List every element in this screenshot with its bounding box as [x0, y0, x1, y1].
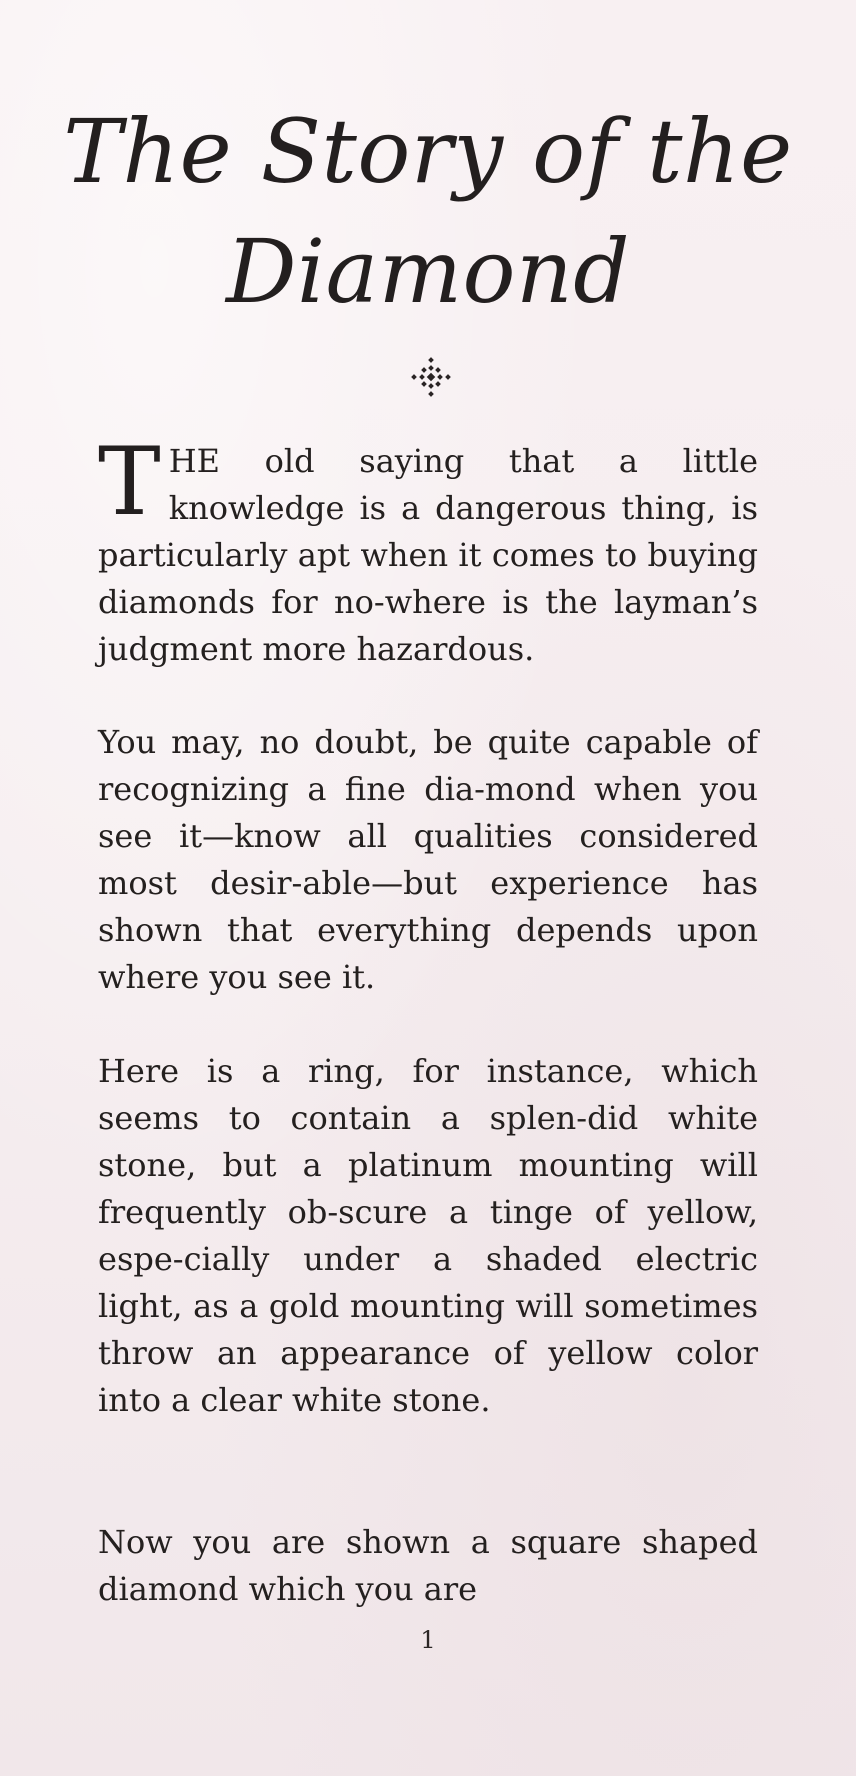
- paragraph-2: You may, no doubt, be quite capable of recognizing a fine dia-mond when you see it—know all qualities considered most desir-able—but experience has shown that everything depends upon where you see it.: [98, 723, 758, 996]
- drop-cap: T: [98, 428, 161, 537]
- page-title-line-2: Diamond: [225, 220, 631, 323]
- page-number: 1: [420, 1626, 436, 1654]
- paragraph-1: [98, 428, 758, 673]
- page-title-line-1: The Story of the: [63, 100, 793, 203]
- paragraph-4: Now you are shown a square shaped diamond which you are: [98, 1523, 758, 1608]
- paragraph-1-text: HE old saying that a little knowledge is a dangerous thing, is particularly apt when it comes to buying diamonds for no-where is the layman’s judgment more hazardous.: [98, 442, 758, 668]
- paragraph-3: Here is a ring, for instance, which seems to contain a splen-did white stone, but a platinum mounting will frequently ob-scure a tinge of yellow, espe-cially under a shaded electric light, as a gold mounting will sometimes throw an appearance of yellow color into a clear white stone.: [98, 1052, 758, 1419]
- ornament-icon: [410, 356, 452, 398]
